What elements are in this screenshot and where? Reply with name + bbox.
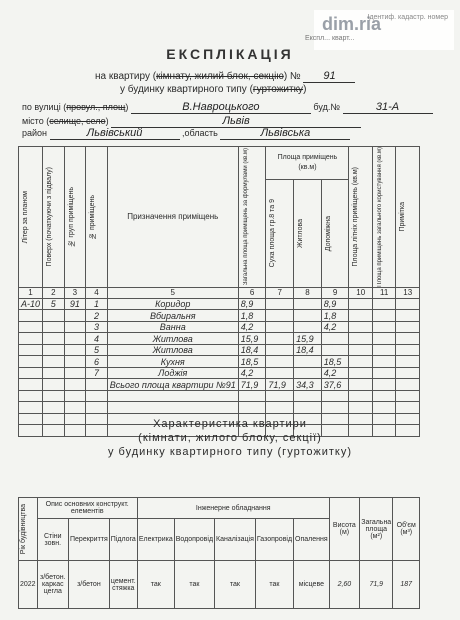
building-type-line: у будинку квартирного типу (гуртожитку) (120, 84, 307, 95)
apartment-number: 91 (303, 70, 355, 83)
characteristics-table: Рік будівництва Опис основних конструкт. елементів Інженерне обладнання Висота (м) Загальна площа (м²) Об'єм (м³) Стіни зовн. Перекриття Підлога Електрика Водопровід Каналізація Газопровід Опалення 2022 з/бетон. каркас цегла з/бетон цемент. стяжка так так так так місцеве 2,60 71,9 187 (18, 497, 420, 609)
table-row: 4 Житлова 15,9 15,9 (19, 333, 420, 345)
district-value: Львівський (50, 127, 180, 140)
district-line: район Львівський ,область Львівська (22, 127, 350, 140)
table-row: 7 Лоджія 4,2 4,2 (19, 367, 420, 379)
city-value: Львів (111, 115, 361, 128)
table-row: 2 Вбиральня 1,8 1,8 (19, 310, 420, 322)
table-empty-row (19, 390, 420, 402)
table-row: 5 Житлова 18,4 18,4 (19, 344, 420, 356)
characteristics-subtitle-2: у будинку квартирного типу (гуртожитку) (107, 446, 352, 458)
watermark-logo: dim.ria Ідентиф. кадастр. номер (314, 10, 454, 50)
table-row: А-10 5 91 1 Коридор 8,9 8,9 (19, 298, 420, 310)
building-number: 31-А (343, 101, 433, 114)
page-title: ЕКСПЛІКАЦІЯ (166, 46, 294, 62)
street-value: В.Навроцького (131, 101, 311, 114)
corner-stamp: Експл... кварт... (305, 35, 355, 42)
street-line: по вулиці (провул., площ) В.Навроцького буд.№ 31-А (22, 101, 433, 114)
table-row: 3 Ванна 4,2 4,2 (19, 321, 420, 333)
explication-table: Літер за планом Поверх (початкуючи з підвалу) № груп приміщень № приміщень Призначення приміщень Загальна площа приміщень за формулами (кв.м) Площа приміщень (кв.м) Площа літніх приміщень (кв.м) Площа приміщень загального користування (кв.м) Примітка Суха площа гр.8 та 9 Житлова Допоміжна 1 2 3 4 5 6 7 8 9 10 11 13 А-10 5 91 1 Коридор 8,9 8,9 2 Вбиральня 1,8 1,8 3 Ванна 4,2 4,2 4 Житлова 15,9 15,9 5 Житлова 18,4 18,4 6 Кухня 18,5 18,5 7 Лоджія 4,2 4,2 Всього площа квартири №91 71,9 71,9 34,3 37,6 (18, 146, 420, 437)
characteristics-subtitle-1: (кімнати, жилого блоку, секції) (138, 432, 322, 444)
table-row: 6 Кухня 18,5 18,5 (19, 356, 420, 368)
table-empty-row (19, 402, 420, 414)
apartment-line: на квартиру (кімнату, жилий блок, секцію) № 91 (95, 70, 355, 83)
region-value: Львівська (220, 127, 350, 140)
characteristics-row: 2022 з/бетон. каркас цегла з/бетон цемент. стяжка так так так так місцеве 2,60 71,9 187 (19, 561, 420, 609)
city-line: місто (селище, село) Львів (22, 115, 361, 128)
characteristics-title: Характеристика квартири (153, 418, 307, 430)
table-total-row: Всього площа квартири №91 71,9 71,9 34,3 37,6 (19, 379, 420, 391)
